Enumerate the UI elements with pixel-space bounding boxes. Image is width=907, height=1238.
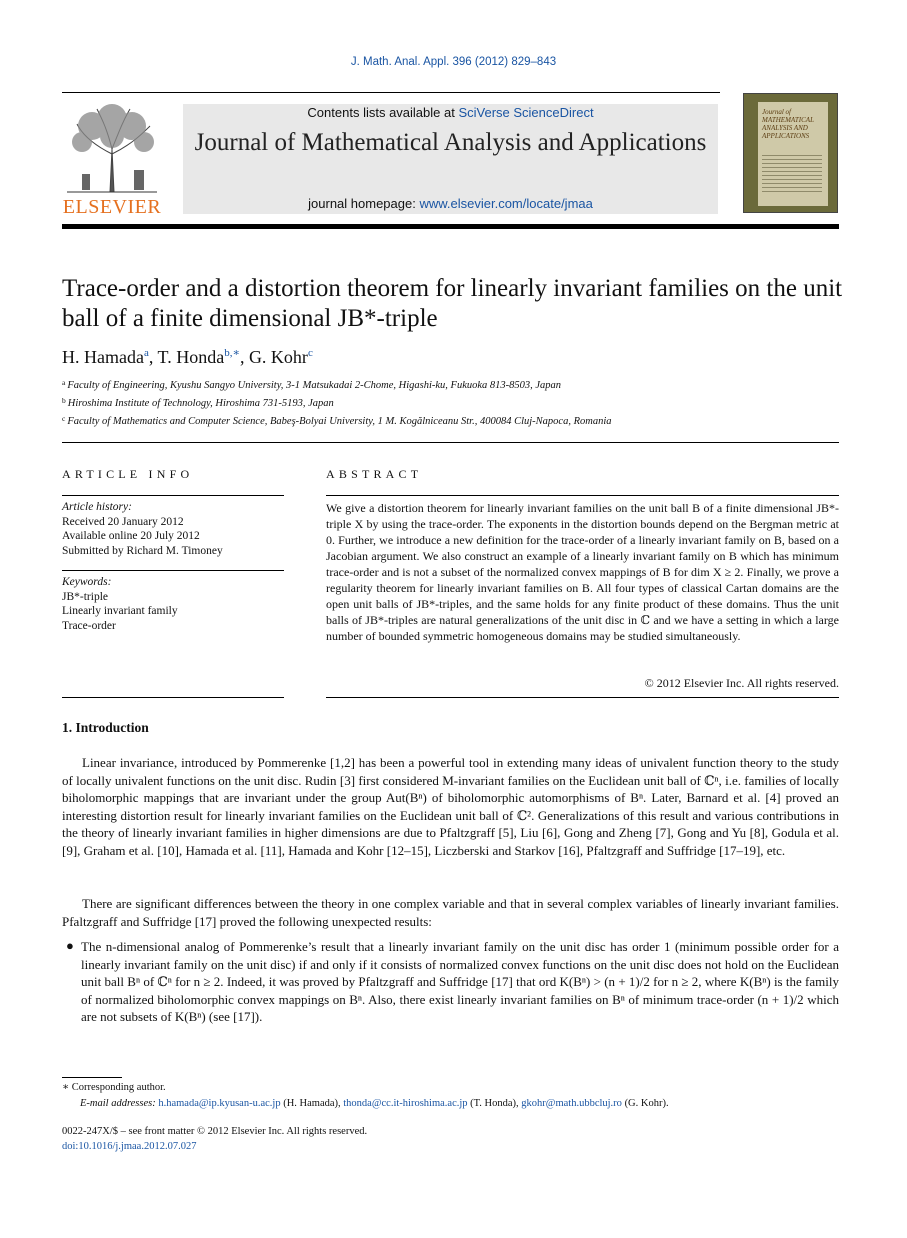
- journal-cover-thumbnail: [743, 93, 838, 213]
- doi-link[interactable]: doi:10.1016/j.jmaa.2012.07.027: [62, 1141, 197, 1152]
- keywords: [62, 575, 178, 633]
- section-rule: [62, 442, 839, 443]
- keywords-label: Keywords:: [62, 576, 112, 588]
- rule: [62, 570, 284, 571]
- email-addresses: [80, 1098, 669, 1109]
- keyword: Trace-order: [62, 619, 116, 632]
- cover-text: Journal of MATHEMATICAL ANALYSIS AND APPLICATIONS: [762, 108, 814, 140]
- author-name: G. Kohr: [248, 347, 308, 367]
- affiliation-text: Hiroshima Institute of Technology, Hiroshima 731-5193, Japan: [67, 398, 334, 409]
- rule: [62, 495, 284, 496]
- rule: [326, 495, 839, 496]
- rule: [62, 697, 284, 698]
- corresponding-author-note: ∗ Corresponding author.: [62, 1082, 166, 1093]
- bullet-item: The n-dimensional analog of Pommerenke’s result that a linearly invariant family on the unit disc has order 1 (minimum possible order for a linearly invariant family on the unit disc) if and only if it consists of normalized convex functions on the unit disc does not hold on the Euclidean unit ball Bⁿ of ℂⁿ for n ≥ 2. Indeed, it was proved by Pfaltzgraff and Suffridge [17] that ord K(Bⁿ) > (n + 1)/2 for n ≥ 2, where K(Bⁿ) is the family of normalized biholomorphic convex mappings on Bⁿ. Also, there exist linearly invariant families on Bⁿ of minimum trace-order (n + 1)/2 which are not subsets of K(Bⁿ) (see [17]).: [81, 939, 839, 1024]
- email-owner: (H. Hamada),: [280, 1098, 344, 1109]
- affiliation: [62, 396, 334, 409]
- issn-line: 0022-247X/$ – see front matter © 2012 Elsevier Inc. All rights reserved.: [62, 1126, 368, 1137]
- sciencedirect-link[interactable]: SciVerse ScienceDirect: [458, 105, 594, 120]
- journal-citation[interactable]: J. Math. Anal. Appl. 396 (2012) 829–843: [350, 56, 557, 68]
- contents-prefix: Contents lists available at: [307, 105, 459, 120]
- keyword: Linearly invariant family: [62, 605, 178, 617]
- history-item: Available online 20 July 2012: [62, 530, 200, 542]
- email-link[interactable]: thonda@cc.it-hiroshima.ac.jp: [343, 1098, 468, 1109]
- copyright: © 2012 Elsevier Inc. All rights reserved.: [644, 676, 839, 690]
- affiliation-key: c: [62, 414, 66, 423]
- affiliation-key: b: [62, 396, 66, 405]
- header-thick-rule: [62, 224, 839, 229]
- author-name: H. Hamada: [62, 347, 144, 367]
- affiliation: [62, 414, 612, 427]
- author-mark[interactable]: b,∗: [224, 347, 240, 359]
- contents-line: [183, 105, 718, 120]
- author-mark[interactable]: a: [143, 347, 149, 359]
- publisher-logo-text: ELSEVIER: [62, 196, 162, 218]
- section-heading: 1. Introduction: [62, 720, 149, 735]
- email-owner: (T. Honda),: [467, 1098, 522, 1109]
- history-item: Received 20 January 2012: [62, 515, 184, 528]
- paragraph: Linear invariance, introduced by Pommerenke [1,2] has been a powerful tool in extending many ideas of univalent function theory to the study of locally univalent functions on the unit disc. Rudin [3] first considered M-invariant families on the Euclidean unit ball of ℂⁿ, i.e. families of locally biholomorphic mappings that are invariant under the group Aut(Bⁿ) of biholomorphic automorphisms of Bⁿ. Later, Barnard et al. [4] proved an interesting distortion result for linearly invariant families on the Euclidean unit ball of ℂ². Generalizations of this result and various contributions in the theory of linearly invariant families in higher dimensions are due to Pfaltzgraff [5], Liu [6], Gong and Zheng [7], Gong and Yu [8], Godula et al. [9], Graham et al. [10], Hamada et al. [11], Hamada and Kohr [12–15], Liczberski and Starkov [16], Pfaltzgraff and Suffridge [17–19], etc.: [62, 755, 839, 858]
- homepage-line: [183, 196, 718, 211]
- history-label: Article history:: [62, 501, 132, 513]
- abstract-heading: ABSTRACT: [326, 467, 423, 481]
- article-info-heading: ARTICLE INFO: [62, 467, 194, 481]
- bullet-icon: ●: [66, 938, 74, 953]
- author-name: T. Honda: [157, 347, 225, 367]
- affiliation-text: Faculty of Mathematics and Computer Science, Babeş-Bolyai University, 1 M. Kogălniceanu Str., 400084 Cluj-Napoca, Romania: [67, 416, 612, 427]
- email-link[interactable]: h.hamada@ip.kyusan-u.ac.jp: [158, 1098, 281, 1109]
- keyword: JB*-triple: [62, 590, 108, 603]
- homepage-link[interactable]: www.elsevier.com/locate/jmaa: [419, 196, 593, 211]
- author-list: H. Hamada$^a$, T. Honda$^{b,∗}$, G. Kohr$^c$: [62, 347, 313, 367]
- email-label: E-mail addresses:: [80, 1098, 156, 1109]
- header-rule: [62, 92, 720, 93]
- journal-title: Journal of Mathematical Analysis and Applications: [194, 129, 707, 156]
- affiliation-text: Faculty of Engineering, Kyushu Sangyo University, 3-1 Matsukadai 2-Chome, Higashi-ku, Fukuoka 813-8503, Japan: [67, 380, 562, 391]
- email-link[interactable]: gkohr@math.ubbcluj.ro: [521, 1098, 622, 1109]
- author-mark[interactable]: c: [307, 347, 313, 359]
- rule: [326, 697, 839, 698]
- email-owner: (G. Kohr).: [621, 1098, 669, 1109]
- abstract-text: We give a distortion theorem for linearly invariant families on the unit ball B of a finite dimensional JB*-triple X by using the trace-order. The exponents in the distortion bounds depend on the Bergman metric at 0. Further, we introduce a new definition for the trace-order of a linearly invariant family on B, based on a Jacobian argument. We also construct an example of a linearly invariant family on B which has minimum trace-order and is not a subset of the normalized convex mappings of B for dim X ≥ 2. Finally, we prove a regularity theorem for linearly invariant families on B. All four types of classical Cartan domains are the open unit balls of JB*-triples, and the same holds for any finite product of these domains. Thus the unit balls of JB*-triples are natural generalizations of the unit disc in ℂ and we have a setting in which a large number of bounded symmetric homogeneous domains may be studied simultaneously.: [326, 501, 839, 643]
- history-item: Submitted by Richard M. Timoney: [62, 544, 223, 557]
- paragraph: There are significant differences between the theory in one complex variable and that in several complex variables of linearly invariant families. Pfaltzgraff and Suffridge [17] proved the following unexpected results:: [62, 896, 839, 929]
- footnote-rule: [62, 1077, 122, 1078]
- article-title: Trace-order and a distortion theorem for linearly invariant families on the unit ball of a finite dimensional JB*-triple: [62, 275, 843, 332]
- homepage-prefix: journal homepage:: [308, 196, 420, 211]
- affiliation: [62, 378, 561, 391]
- article-history: [62, 500, 223, 558]
- affiliation-key: a: [62, 378, 66, 387]
